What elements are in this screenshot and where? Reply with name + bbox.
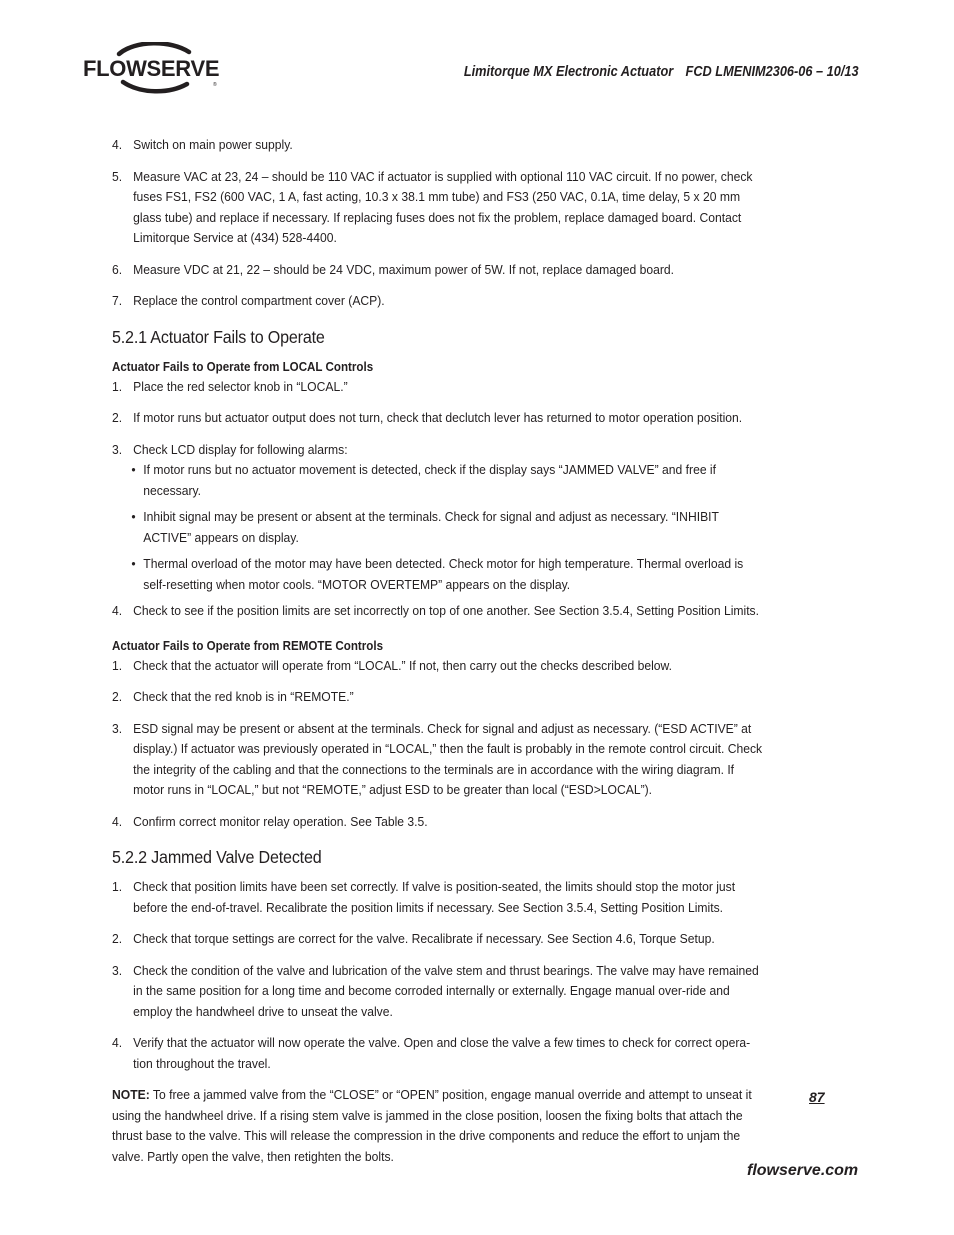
bullet-item: • Thermal overload of the motor may have been detected. Check motor for high temperature. Thermal overload is self-resetting when motor cools. “MOTOR OVERTEMP” appears on the display. bbox=[131, 556, 744, 592]
list-item: 2. If motor runs but actuator output does not turn, check that declutch lever has returned to motor operation position. bbox=[112, 410, 743, 425]
section-title-5-2-2: 5.2.2 Jammed Valve Detected bbox=[112, 847, 322, 867]
list-item: 2. Check that the red knob is in “REMOTE.” bbox=[112, 689, 354, 704]
remote-controls-heading: Actuator Fails to Operate from REMOTE Controls bbox=[112, 638, 384, 653]
list-item: 1. Check that the actuator will operate from “LOCAL.” If not, then carry out the checks described below. bbox=[112, 657, 672, 673]
footer-url: flowserve.com bbox=[747, 1162, 859, 1179]
list-item: 4. Confirm correct monitor relay operation. See Table 3.5. bbox=[112, 813, 428, 829]
list-item: 4. Verify that the actuator will now operate the valve. Open and close the valve a few times to check for correct opera-tion throughout the travel. bbox=[112, 1035, 751, 1071]
note-text: To free a jammed valve from the “CLOSE” or “OPEN” position, engage manual override and attempt to unseat it using the handwheel drive. If a rising stem valve is jammed in the close position, loosen the fixing bolts that attach the thrust base to the valve. This will release the compression in the drive components and reduce the effort to unjam the valve. Partly open the valve, then retighten the bolts. bbox=[112, 1087, 752, 1164]
alarm-bullet-list bbox=[112, 460, 762, 595]
list-item: 3. Check the condition of the valve and lubrication of the valve stem and thrust bearings. The valve may have remained in the same position for a long time and become corroded internally or externally. Engage manual over-ride and employ the handwheel drive to unseat the valve. bbox=[112, 962, 759, 1019]
list-item: 1. Place the red selector knob in “LOCAL.” bbox=[112, 378, 348, 394]
doc-title: Limitorque MX Electronic Actuator bbox=[464, 64, 674, 80]
list-item: 4. Switch on main power supply. bbox=[112, 137, 293, 152]
remote-steps-list bbox=[112, 656, 762, 833]
svg-text:®: ® bbox=[213, 82, 217, 88]
local-steps-list bbox=[112, 377, 762, 622]
flowserve-logo bbox=[83, 42, 223, 94]
list-item: 3. Check LCD display for following alarms: bbox=[112, 441, 348, 457]
local-controls-heading: Actuator Fails to Operate from LOCAL Controls bbox=[112, 359, 374, 374]
list-item: 6. Measure VDC at 21, 22 – should be 24 VDC, maximum power of 5W. If not, replace damaged board. bbox=[112, 261, 675, 277]
list-item: 1. Check that position limits have been set correctly. If valve is position-seated, the limits should stop the motor just before the end-of-travel. Recalibrate the position limits if necessary. See Section 3.5.4, Setting Position Limits. bbox=[112, 879, 736, 915]
section-title-5-2-1: 5.2.1 Actuator Fails to Operate bbox=[112, 326, 325, 347]
logo-wordmark: FLOWSERVE bbox=[83, 56, 220, 81]
jammed-steps-list bbox=[112, 877, 762, 1074]
list-item: 5. Measure VAC at 23, 24 – should be 110 VAC if actuator is supplied with optional 110 VAC circuit. If no power, check fuses FS1, FS2 (600 VAC, 1 A, fast acting, 10.3 x 38.1 mm tube) and FS3 (250 VAC, 0.1A, time delay, 5 x 20 mm glass tube) and replace if necessary. If replacing fuses does not fix the problem, replace damaged board. Contact Limitorque Service at (434) 528-4400. bbox=[112, 168, 753, 245]
page-number: 87 bbox=[809, 1089, 825, 1105]
bullet-item: • If motor runs but no actuator movement is detected, check if the display says “JAMMED VALVE” and free if necessary. bbox=[131, 462, 717, 498]
list-item: 2. Check that torque settings are correct for the valve. Recalibrate if necessary. See Section 4.6, Torque Setup. bbox=[112, 931, 715, 946]
bullet-item: • Inhibit signal may be present or absent at the terminals. Check for signal and adjust as necessary. “INHIBIT ACTIVE” appears on display. bbox=[131, 509, 719, 545]
list-item: 3. ESD signal may be present or absent at the terminals. Check for signal and adjust as necessary. (“ESD ACTIVE” at display.) If actuator was previously operated in “LOCAL,” then the fault is probably in the remote control circuit. Check the integrity of the cabling and that the connections to the terminals are in accordance with the wiring diagram. If motor runs in “LOCAL,” but not “REMOTE,” adjust ESD to be greater than local (“ESD>LOCAL”). bbox=[112, 720, 763, 797]
top-steps-list bbox=[112, 135, 762, 312]
document-header bbox=[464, 64, 859, 80]
note-label: NOTE: bbox=[112, 1087, 150, 1102]
list-item: 4. Check to see if the position limits are set incorrectly on top of one another. See Section 3.5.4, Setting Position Limits. bbox=[112, 603, 760, 618]
note-paragraph bbox=[112, 1085, 762, 1167]
list-item: 7. Replace the control compartment cover (ACP). bbox=[112, 293, 385, 308]
doc-code: FCD LMENIM2306-06 – 10/13 bbox=[685, 64, 859, 80]
page-content bbox=[112, 135, 762, 1167]
